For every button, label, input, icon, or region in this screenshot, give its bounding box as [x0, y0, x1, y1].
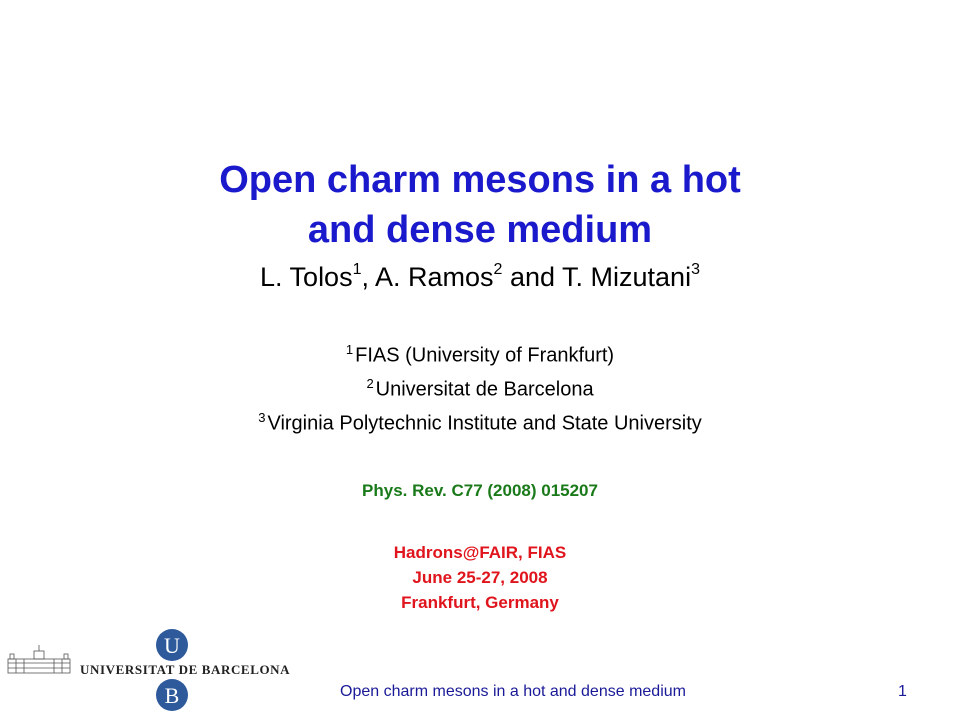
- title-line-2: and dense medium: [307, 209, 653, 251]
- conference-dates: June 25-27, 2008: [412, 568, 548, 587]
- slide-title: [0, 155, 960, 255]
- building-icon: [8, 645, 70, 673]
- conference-info: [0, 540, 960, 615]
- affiliation-text: Universitat de Barcelona: [375, 378, 594, 401]
- conference-name: Hadrons@FAIR, FIAS: [393, 543, 567, 562]
- conference-location: Frankfurt, Germany: [401, 593, 559, 612]
- affiliation-text: Virginia Polytechnic Institute and State University: [267, 412, 702, 435]
- journal-reference: Phys. Rev. C77 (2008) 015207: [362, 481, 598, 500]
- affiliation-2: [0, 376, 960, 402]
- footer-title: Open charm mesons in a hot and dense medium: [340, 683, 686, 700]
- university-name: UNIVERSITAT DE BARCELONA: [80, 662, 291, 677]
- page-number: 1: [898, 683, 907, 700]
- author-affiliation-mark: 2: [493, 261, 503, 278]
- affiliation-text: FIAS (University of Frankfurt): [355, 344, 615, 367]
- author-name: A. Ramos: [375, 262, 494, 292]
- affiliation-mark: 3: [258, 410, 266, 425]
- author-affiliation-mark: 1: [352, 261, 362, 278]
- author-name: L. Tolos: [260, 262, 353, 292]
- title-line-1: Open charm mesons in a hot: [219, 159, 741, 201]
- logo-letter-u: U: [164, 633, 180, 658]
- authors-line: [0, 262, 960, 293]
- affiliation-1: [0, 342, 960, 368]
- affiliation-mark: 2: [366, 376, 374, 391]
- author-name: T. Mizutani: [562, 262, 692, 292]
- affiliation-mark: 1: [345, 342, 354, 357]
- author-separator: and: [502, 262, 563, 292]
- affiliation-3: [0, 410, 960, 436]
- author-separator: ,: [361, 262, 375, 292]
- author-affiliation-mark: 3: [691, 261, 700, 278]
- logo-letter-b: B: [164, 683, 180, 708]
